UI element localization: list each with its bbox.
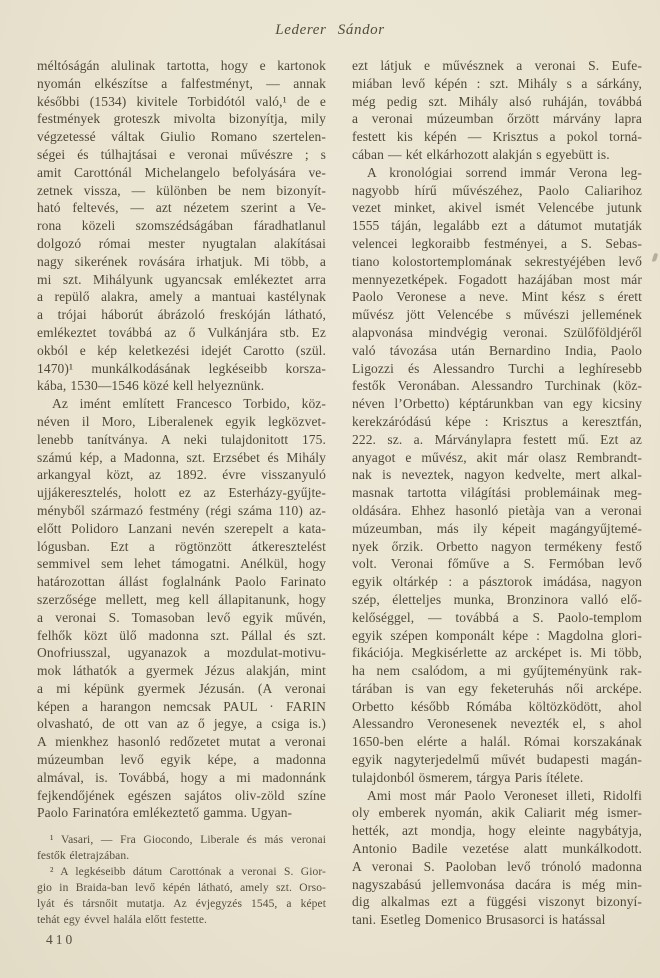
text-line: dolgozó római mester nyugtalan alakításai: [37, 235, 326, 251]
text-line: felhők közt ülő madonna szt. Pállal és szt.: [37, 627, 326, 643]
text-line: lenebb tanítványa. A neki tulajdonitott 175.: [37, 431, 326, 447]
text-line: a veronai S. Tomasoban levő egyik művén,: [37, 609, 326, 625]
paragraph: [352, 57, 642, 164]
page-number: 410: [46, 932, 76, 947]
paragraph: [352, 164, 642, 787]
text-line: nak is neveztek, nagyon kedvelte, mert alkal-: [352, 467, 642, 483]
text-line: mok láthatók a gyermek Jézus alakján, mint: [37, 663, 326, 679]
text-line: hették, azt mondja, hogy eleinte nagybátyja,: [352, 823, 642, 839]
running-header: Lederer Sándor: [275, 22, 385, 38]
text-line: lógusban. Ezt a rögtönzött átkeresztelést: [37, 538, 326, 554]
paragraph: [37, 57, 326, 395]
text-line: későbbi (1534) kivitele Torbidótól való,¹ de e: [37, 93, 326, 109]
text-line: kerekzáródású képe : Krisztus a keresztfán,: [352, 413, 642, 429]
text-line: anyagot e művész, akit már olasz Rembrandt-: [352, 449, 642, 465]
text-line: a mi képünk gyermek Jézusán. (A veronai: [37, 680, 326, 696]
text-line: egyik oltárkép : a pásztorok imádása, nagyon: [352, 574, 642, 590]
text-line: Paolo Farinatóra emlékeztető gamma. Ugyan-: [37, 805, 293, 821]
text-line: néven l’Orbetto) képtárunkban van egy kicsiny: [352, 396, 642, 412]
text-line: mi szt. Mihályunk ugyancsak emlékeztet arra: [37, 271, 326, 287]
paragraph: [37, 395, 326, 822]
text-line: emlékeztet továbbá az ő Vulkánjára stb. Ez: [37, 324, 326, 340]
text-line: egyik szépen komponált képe : Magdolna glori-: [352, 627, 642, 643]
text-line: való távozása után Bernardino India, Paolo: [352, 342, 642, 358]
text-line: ¹ Vasari, — Fra Giocondo, Liberale és más veronai: [50, 834, 326, 847]
text-line: nagy sikerének rovására irhatjuk. Mi több, a: [37, 253, 326, 269]
text-line: előtt Polidoro Lanzani nevén szerepelt a kata-: [37, 520, 326, 536]
text-line: A veronai S. Paoloban levő trónoló madonna: [352, 858, 642, 874]
text-line: miában levő képén : szt. Mihály s a sárkány,: [352, 75, 642, 91]
text-line: Orbetto később Rómába költözködött, ahol: [352, 698, 642, 714]
footnotes: [37, 833, 326, 928]
text-line: Paolo Veronese a neve. Mint kész s érett: [352, 289, 642, 305]
text-line: tulajdonból ösmerem, tárgya Paris ítélete.: [352, 769, 584, 785]
text-line: egyik nagyterjedelmű művét budapesti magán-: [352, 752, 642, 768]
text-line: 1555 táján, legalább ezt a dátumot mutatják: [352, 218, 642, 234]
text-line: oldására. Ehhez hasonló pietàja van a veronai: [352, 502, 642, 518]
text-line: ségei és túlhajtásai e veronai művészre ; s: [37, 146, 326, 162]
text-line: 1470)¹ munkálkodásának legkéseibb korsza-: [37, 360, 326, 376]
paragraph: [37, 865, 326, 929]
text-line: tani. Esetleg Domenico Brusasorci is hatással: [352, 912, 606, 928]
text-line: határozottan állást foglalnánk Paolo Farinato: [37, 574, 326, 590]
text-line: a trójai háborút ábrázoló freskóján látható,: [37, 307, 326, 323]
text-line: ményből származó festmény (régi száma 110) az-: [37, 502, 326, 518]
text-line: okból e kép keletkezési idejét Carotto (szül.: [37, 342, 326, 358]
text-line: cában — két elkárhozott alakján s egyebütt is.: [352, 146, 610, 162]
right-column: [352, 57, 642, 929]
text-line: oly emberek nyomán, akik Caliarit még ismer-: [352, 805, 642, 821]
text-line: gio in Braida-ban levő képén látható, amely szt. Orso-: [37, 881, 326, 894]
text-line: alapvonása mindvégig veronai. Szülőföldjéről: [352, 324, 642, 340]
text-line: fejkendőjének egészen sajátos oliv-zöld színe: [37, 787, 326, 803]
text-line: még pedig szt. Mihály alsó ruháján, továbbá: [352, 93, 642, 109]
text-line: 222. sz. a. Márványlapra festett mű. Ezt az: [352, 431, 642, 447]
text-line: masnak tartotta világítási problemáinak meg-: [352, 485, 642, 501]
text-line: a repülő alakra, amely a mantuai kastélynak: [37, 289, 326, 305]
text-line: festmények groteszk mivolta bizonyítja, mily: [37, 111, 326, 127]
text-line: A mienkhez hasonló redőzetet mutat a veronai: [37, 734, 326, 750]
left-column: [37, 57, 326, 929]
text-line: nyomán elkészítse a falfestményt, — annak: [37, 75, 326, 91]
text-line: dig alkalmas ezt a függési viszonyt bizonyí-: [352, 894, 642, 910]
text-line: tárában is van egy feketeruhás női arcképe.: [352, 680, 642, 696]
text-line: velencei legkoraibb festményei, a S. Sebas-: [352, 235, 642, 251]
text-line: 1650-ben elérte a halál. Római korszakának: [352, 734, 642, 750]
text-line: ható feltevés, — azt nézetem szerint a Ve-: [37, 200, 326, 216]
text-line: A kronológiai sorrend immár Verona leg-: [367, 164, 642, 180]
text-line: Antonio Badile vezetése alatt munkálkodott.: [352, 841, 642, 857]
text-line: nyek őrzik. Orbetto nagyon termékeny festő: [352, 538, 642, 554]
text-line: nagyobb hírű művészéhez, Paolo Caliarihoz: [352, 182, 642, 198]
right-column-text: [352, 57, 642, 929]
text-line: művész jött Velencébe s művészi jellemének: [352, 307, 642, 323]
text-line: Ligozzi és Alessandro Turchi a leghíresebb: [352, 360, 642, 376]
text-line: lyát és társnőit mutatja. Az évjegyzés 1545, a képet: [37, 897, 326, 910]
text-line: a veronai múzeumban őrzött márvány lapra: [352, 111, 642, 127]
text-line: almával, is. Továbbá, hogy a mi madonnánk: [37, 769, 326, 785]
text-line: végzetessé váltak Giulio Romano szertelen-: [37, 129, 326, 145]
text-line: ezt látjuk e művésznek a veronai S. Eufe-: [352, 58, 642, 73]
text-line: múzeumban, más ily képeit magángyűjtemé-: [352, 520, 642, 536]
text-line: számú kép, a Madonna, szt. Erzsébet és Mihály: [37, 449, 326, 465]
text-line: nagyszabású jellemvonása dacára is még min-: [352, 876, 642, 892]
text-line: olvasható, de ott van az ő jegye, a csiga is.): [37, 716, 326, 732]
text-line: festők életrajzában.: [37, 850, 130, 863]
text-line: amit Carottónál Michelangelo befolyására ve-: [37, 164, 326, 180]
text-line: méltóságán alulinak tartotta, hogy e kartonok: [37, 58, 326, 73]
text-line: kelőséggel, — továbbá a S. Paolo-templom: [352, 609, 642, 625]
text-line: ujjákeresztelés, holott ez az Esterházy-gyűjte-: [37, 485, 326, 501]
text-line: szép, életteljes munka, Bronzinora valló elő-: [352, 591, 642, 607]
text-line: vezet minket, akivel ismét Velencébe jutunk: [352, 200, 642, 216]
text-line: tehát egy évvel halála előtt festette.: [37, 913, 208, 926]
left-column-text: [37, 57, 326, 822]
text-line: Onofriusszal, ugyanazok a mozdulat-motivu-: [37, 645, 326, 661]
text-line: arkangyal közt, az 1892. évre visszanyuló: [37, 467, 326, 483]
text-line: rona közeli szomszédságában fáradhatlanul: [37, 218, 326, 234]
text-line: fikációja. Megkisérlette az arcképet is. Mi több,: [352, 645, 642, 661]
paragraph: [352, 787, 642, 929]
text-line: kába, 1530—1546 közé kell helyeznünk.: [37, 378, 265, 394]
text-line: néven il Moro, Liberalenek egyik legközvet-: [37, 413, 326, 429]
text-line: tiano kolostortemplomának sekrestyéjében levő: [352, 253, 642, 269]
text-line: ² A legkéseibb dátum Carottónak a veronai S. Gior-: [50, 866, 326, 879]
text-line: képen a harangon nemcsak PAUL · FARIN: [37, 698, 326, 714]
text-line: Alessandro Veronesenek nevezték el, s ahol: [352, 716, 642, 732]
paragraph: [37, 833, 326, 865]
scan-artifact: [652, 253, 659, 263]
text-line: Az imént említett Francesco Torbido, köz-: [52, 396, 326, 412]
text-line: semmivel sem lehet támogatni. Anélkül, hogy: [37, 556, 326, 572]
text-line: festők Veronában. Alessandro Turchinak (köz-: [352, 378, 642, 394]
text-line: múzeumban levő egyik képe, a madonna: [37, 752, 326, 768]
text-line: ha nem csalódom, a mi gyűjteményünk rak-: [352, 663, 642, 679]
text-line: szerzősége mellett, meg kell állapitanunk, hogy: [37, 591, 326, 607]
text-line: mennyezetképek. Fogadott hazájában most már: [352, 271, 642, 287]
text-line: zetnek vissza, — különben be nem bizonyít-: [37, 182, 326, 198]
text-line: volt. Veronai főműve a S. Fermóban levő: [352, 556, 642, 572]
text-line: Ami most már Paolo Veroneset illeti, Ridolfi: [367, 787, 642, 803]
text-line: festett kis képén — Krisztus a pokol torná-: [352, 129, 642, 145]
